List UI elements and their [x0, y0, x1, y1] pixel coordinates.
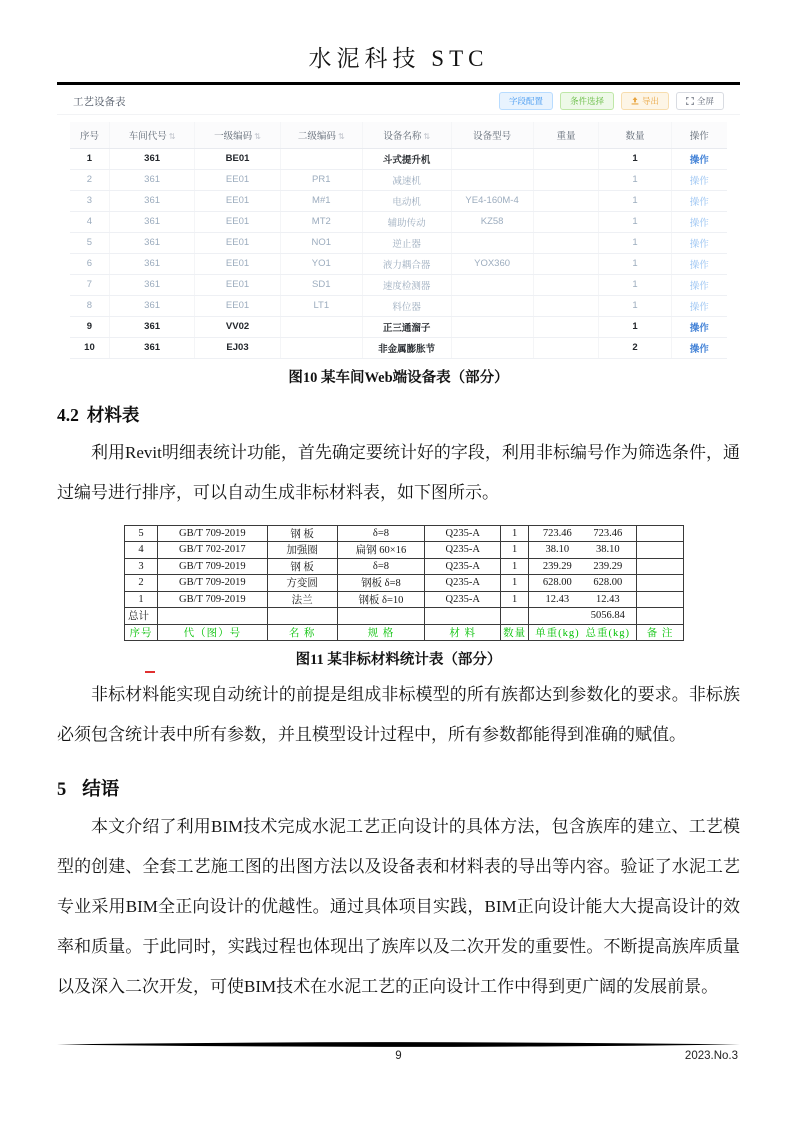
material-row: [125, 542, 684, 559]
operate-cell: [671, 295, 727, 316]
equipment-cell: 1: [599, 190, 671, 211]
operate-link[interactable]: 操作: [689, 280, 709, 292]
equipment-cell: [451, 316, 533, 337]
operate-link[interactable]: 操作: [689, 154, 709, 166]
column-header: 操作: [671, 122, 727, 148]
operate-link[interactable]: 操作: [689, 343, 709, 355]
material-cell: 3: [125, 558, 158, 575]
figure-11-caption: 图11 某非标材料统计表（部分）: [295, 652, 502, 668]
equipment-cell: 1: [599, 211, 671, 232]
operate-cell: [671, 316, 727, 337]
empty-cell: [501, 608, 529, 625]
equipment-cell: [451, 274, 533, 295]
total-weight: 723.46: [593, 527, 623, 539]
equipment-cell: 10: [70, 337, 109, 358]
equipment-cell: PR1: [280, 169, 362, 190]
material-row: [125, 591, 684, 608]
sort-icon[interactable]: ⇅: [254, 131, 261, 141]
material-cell: GB/T 709-2019: [157, 525, 267, 542]
material-cell: 1: [501, 575, 529, 592]
equipment-cell: 361: [109, 211, 194, 232]
equipment-cell: YO1: [280, 253, 362, 274]
equipment-cell: [533, 253, 599, 274]
total-label-cell: 总计: [125, 608, 158, 625]
fullscreen-button[interactable]: [676, 92, 724, 111]
paragraph-conclusion: 本文介绍了利用BIM技术完成水泥工艺正向设计的具体方法，包含族库的建立、工艺模型的创建、全套工艺施工图的出图方法以及设备表和材料表的导出等内容。验证了水泥工艺专业采用BIM全正向设计的优越性。通过具体项目实践，BIM正向设计能大大提高设计的效率和质量。于此同时，实践过程也体现出了族库以及二次开发的重要性。不断提高族库质量以及深入二次开发，可使BIM技术在水泥工艺的正向设计工作中得到更广阔的发展前景。: [57, 817, 740, 996]
equipment-cell: [533, 295, 599, 316]
equipment-web-screenshot: [57, 88, 740, 359]
equipment-cell: BE01: [195, 148, 280, 169]
weight-cell: [529, 591, 637, 608]
equipment-cell: 非金属膨胀节: [362, 337, 451, 358]
equipment-cell: M#1: [280, 190, 362, 211]
material-header-row: [125, 624, 684, 641]
equipment-header-row: [70, 122, 727, 148]
equipment-cell: 2: [70, 169, 109, 190]
equipment-cell: 3: [70, 190, 109, 211]
unit-weight: 239.29: [542, 560, 572, 572]
operate-cell: [671, 337, 727, 358]
section-number: 4.2: [57, 404, 79, 425]
header-rule: [57, 82, 740, 85]
empty-cell: [157, 608, 267, 625]
equipment-cell: EE01: [195, 169, 280, 190]
equipment-cell: [533, 148, 599, 169]
unit-weight: 12.43: [545, 593, 570, 605]
equipment-cell: 1: [599, 295, 671, 316]
equipment-cell: EE01: [195, 253, 280, 274]
equipment-row: [70, 295, 727, 316]
note-cell: [637, 575, 684, 592]
export-button[interactable]: [621, 92, 669, 111]
section-number: 5: [57, 780, 67, 800]
sort-icon[interactable]: ⇅: [337, 131, 345, 141]
empty-cell: [267, 608, 337, 625]
equipment-row: [70, 190, 727, 211]
equipment-cell: 速度检测器: [362, 274, 451, 295]
export-icon: [631, 97, 639, 105]
footer-row: [57, 1050, 740, 1068]
equipment-cell: 361: [109, 169, 194, 190]
sort-icon[interactable]: ⇅: [423, 131, 431, 141]
material-column-header: 规 格: [337, 624, 425, 641]
equipment-cell: 1: [70, 148, 109, 169]
material-cell: δ=8: [337, 558, 425, 575]
material-cell: 1: [501, 591, 529, 608]
equipment-cell: EJ03: [195, 337, 280, 358]
operate-cell: [671, 211, 727, 232]
column-header: 重量: [533, 122, 599, 148]
equipment-cell: 辅助传动: [362, 211, 451, 232]
unit-weight-header: 单重(kg): [535, 627, 580, 639]
operate-cell: [671, 190, 727, 211]
operate-cell: [671, 169, 727, 190]
equipment-cell: 1: [599, 169, 671, 190]
equipment-row: [70, 316, 727, 337]
operate-link[interactable]: 操作: [689, 175, 709, 187]
equipment-cell: 361: [109, 337, 194, 358]
material-column-header: 名 称: [267, 624, 337, 641]
equipment-table-title: 工艺设备表: [73, 95, 126, 108]
equipment-cell: [533, 211, 599, 232]
equipment-table: [70, 122, 727, 359]
equipment-cell: 正三通溜子: [362, 316, 451, 337]
condition-select-label: 条件选择: [569, 95, 604, 106]
equipment-cell: 361: [109, 295, 194, 316]
column-header[interactable]: 设备名称 ⇅: [362, 122, 451, 148]
equipment-cell: 361: [109, 232, 194, 253]
operate-link[interactable]: 操作: [689, 322, 709, 334]
equipment-cell: YOX360: [451, 253, 533, 274]
equipment-cell: [280, 337, 362, 358]
equipment-cell: 361: [109, 316, 194, 337]
material-cell: GB/T 709-2019: [157, 591, 267, 608]
material-column-header: 材 料: [425, 624, 501, 641]
material-cell: GB/T 709-2019: [157, 575, 267, 592]
operate-cell: [671, 232, 727, 253]
equipment-cell: EE01: [195, 232, 280, 253]
equipment-cell: YE4-160M-4: [451, 190, 533, 211]
operate-link[interactable]: 操作: [689, 238, 709, 250]
material-table: [124, 525, 684, 642]
material-cell: Q235-A: [425, 542, 501, 559]
equipment-table-wrap: [57, 115, 740, 359]
page-footer: [57, 1041, 740, 1068]
material-total-row: [125, 608, 684, 625]
equipment-cell: 361: [109, 190, 194, 211]
material-cell: 4: [125, 542, 158, 559]
equipment-cell: 1: [599, 274, 671, 295]
section-5-heading: [57, 775, 740, 801]
column-header[interactable]: 二级编码 ⇅: [280, 122, 362, 148]
equipment-row: [70, 253, 727, 274]
equipment-cell: 1: [599, 316, 671, 337]
material-cell: 加强圈: [267, 542, 337, 559]
total-value-cell: [529, 608, 637, 625]
fullscreen-icon: [686, 97, 694, 105]
note-cell: [637, 558, 684, 575]
grand-total: 5056.84: [590, 610, 625, 622]
equipment-cell: 减速机: [362, 169, 451, 190]
equipment-cell: 5: [70, 232, 109, 253]
equipment-cell: [280, 316, 362, 337]
equipment-cell: [533, 169, 599, 190]
journal-title: 水泥科技 STC: [308, 46, 489, 71]
equipment-cell: 逆止器: [362, 232, 451, 253]
total-weight: 38.10: [595, 544, 620, 556]
equipment-cell: MT2: [280, 211, 362, 232]
material-cell: GB/T 709-2019: [157, 558, 267, 575]
equipment-cell: [451, 295, 533, 316]
weight-header-cell: [529, 624, 637, 641]
material-cell: Q235-A: [425, 591, 501, 608]
material-cell: 1: [501, 542, 529, 559]
equipment-cell: VV02: [195, 316, 280, 337]
unit-weight: 723.46: [542, 527, 572, 539]
field-config-label: 字段配置: [508, 95, 543, 106]
equipment-cell: [451, 232, 533, 253]
equipment-cell: [533, 274, 599, 295]
material-cell: 扁钢 60×16: [337, 542, 425, 559]
weight-cell: [529, 525, 637, 542]
material-row: [125, 525, 684, 542]
material-cell: 2: [125, 575, 158, 592]
material-row: [125, 558, 684, 575]
equipment-cell: 7: [70, 274, 109, 295]
equipment-cell: 电动机: [362, 190, 451, 211]
column-header: 设备型号: [451, 122, 533, 148]
red-annotation-mark: [145, 671, 155, 673]
operate-link[interactable]: 操作: [689, 259, 709, 271]
total-weight: 628.00: [593, 577, 623, 589]
section-title: 结语: [82, 780, 120, 800]
equipment-cell: EE01: [195, 274, 280, 295]
material-cell: 方变圆: [267, 575, 337, 592]
equipment-cell: 361: [109, 274, 194, 295]
equipment-row: [70, 337, 727, 358]
equipment-cell: EE01: [195, 211, 280, 232]
condition-select-button[interactable]: [560, 92, 614, 111]
section-4-2-heading: [57, 402, 740, 427]
equipment-cell: 1: [599, 232, 671, 253]
equipment-row: [70, 211, 727, 232]
column-header: 序号: [70, 122, 109, 148]
equipment-cell: LT1: [280, 295, 362, 316]
material-cell: 法兰: [267, 591, 337, 608]
equipment-cell: 1: [599, 148, 671, 169]
material-column-header: 序号: [125, 624, 158, 641]
equipment-cell: 2: [599, 337, 671, 358]
column-header: 数量: [599, 122, 671, 148]
operate-cell: [671, 253, 727, 274]
empty-cell: [425, 608, 501, 625]
section-title: 材料表: [86, 404, 140, 425]
equipment-cell: SD1: [280, 274, 362, 295]
material-cell: 1: [501, 525, 529, 542]
equipment-cell: 9: [70, 316, 109, 337]
material-cell: Q235-A: [425, 525, 501, 542]
sort-icon[interactable]: ⇅: [168, 131, 176, 141]
equipment-row: [70, 232, 727, 253]
toolbar-buttons: [499, 92, 724, 111]
equipment-cell: 361: [109, 148, 194, 169]
column-header[interactable]: 一级编码 ⇅: [195, 122, 280, 148]
material-cell: 1: [501, 558, 529, 575]
material-column-header: 代（图）号: [157, 624, 267, 641]
equipment-cell: EE01: [195, 295, 280, 316]
field-config-button[interactable]: [499, 92, 553, 111]
equipment-cell: [451, 337, 533, 358]
paragraph-parametrization: 非标材料能实现自动统计的前提是组成非标模型的所有族都达到参数化的要求。非标族必须包含统计表中所有参数，并且模型设计过程中，所有参数都能得到准确的赋值。: [57, 685, 740, 744]
empty-cell: [337, 608, 425, 625]
weight-cell: [529, 542, 637, 559]
material-cell: 1: [125, 591, 158, 608]
equipment-cell: 1: [599, 253, 671, 274]
note-cell: [637, 525, 684, 542]
equipment-row: [70, 169, 727, 190]
export-label: 导出: [641, 95, 659, 106]
note-cell: [637, 542, 684, 559]
total-weight: 239.29: [593, 560, 623, 572]
unit-weight: 628.00: [542, 577, 572, 589]
operate-link[interactable]: 操作: [689, 196, 709, 208]
equipment-cell: 液力耦合器: [362, 253, 451, 274]
material-column-header: 数量: [501, 624, 529, 641]
weight-cell: [529, 558, 637, 575]
note-cell: [637, 591, 684, 608]
footer-rule: [57, 1041, 740, 1048]
page-number: 9: [395, 1050, 402, 1062]
operate-cell: [671, 148, 727, 169]
note-cell: [637, 608, 684, 625]
material-cell: 钢板 δ=10: [337, 591, 425, 608]
fullscreen-label: 全屏: [696, 95, 714, 106]
equipment-cell: 4: [70, 211, 109, 232]
equipment-cell: NO1: [280, 232, 362, 253]
weight-cell: [529, 575, 637, 592]
material-cell: δ=8: [337, 525, 425, 542]
equipment-cell: KZ58: [451, 211, 533, 232]
equipment-cell: [533, 232, 599, 253]
equipment-cell: [533, 190, 599, 211]
equipment-cell: 斗式提升机: [362, 148, 451, 169]
material-cell: Q235-A: [425, 558, 501, 575]
equipment-cell: 料位器: [362, 295, 451, 316]
figure-10: [57, 88, 740, 387]
material-cell: 钢 板: [267, 525, 337, 542]
material-row: [125, 575, 684, 592]
equipment-cell: 8: [70, 295, 109, 316]
paragraph-materials-intro: 利用Revit明细表统计功能，首先确定要统计好的字段，利用非标编号作为筛选条件，通过编号进行排序，可以自动生成非标材料表，如下图所示。: [57, 442, 740, 502]
operate-link[interactable]: 操作: [689, 217, 709, 229]
note-column-header: 备 注: [637, 624, 684, 641]
operate-link[interactable]: 操作: [689, 301, 709, 313]
equipment-cell: 361: [109, 253, 194, 274]
figure-10-caption: 图10 某车间Web端设备表（部分）: [288, 369, 509, 386]
equipment-cell: EE01: [195, 190, 280, 211]
total-weight-header: 总重(kg): [585, 627, 631, 639]
figure-11: [57, 525, 740, 670]
material-cell: 钢 板: [267, 558, 337, 575]
equipment-cell: [451, 169, 533, 190]
material-cell: 钢板 δ=8: [337, 575, 425, 592]
equipment-cell: [451, 148, 533, 169]
total-weight: 12.43: [595, 593, 620, 605]
material-cell: Q235-A: [425, 575, 501, 592]
equipment-cell: 6: [70, 253, 109, 274]
equipment-cell: [533, 337, 599, 358]
equipment-row: [70, 148, 727, 169]
operate-cell: [671, 274, 727, 295]
equipment-toolbar: [57, 88, 740, 115]
unit-weight: 38.10: [545, 544, 570, 556]
issue-number: 2023.No.3: [684, 1050, 738, 1062]
column-header[interactable]: 车间代号 ⇅: [109, 122, 194, 148]
material-cell: GB/T 702-2017: [157, 542, 267, 559]
equipment-cell: [280, 148, 362, 169]
equipment-row: [70, 274, 727, 295]
material-cell: 5: [125, 525, 158, 542]
equipment-cell: [533, 316, 599, 337]
